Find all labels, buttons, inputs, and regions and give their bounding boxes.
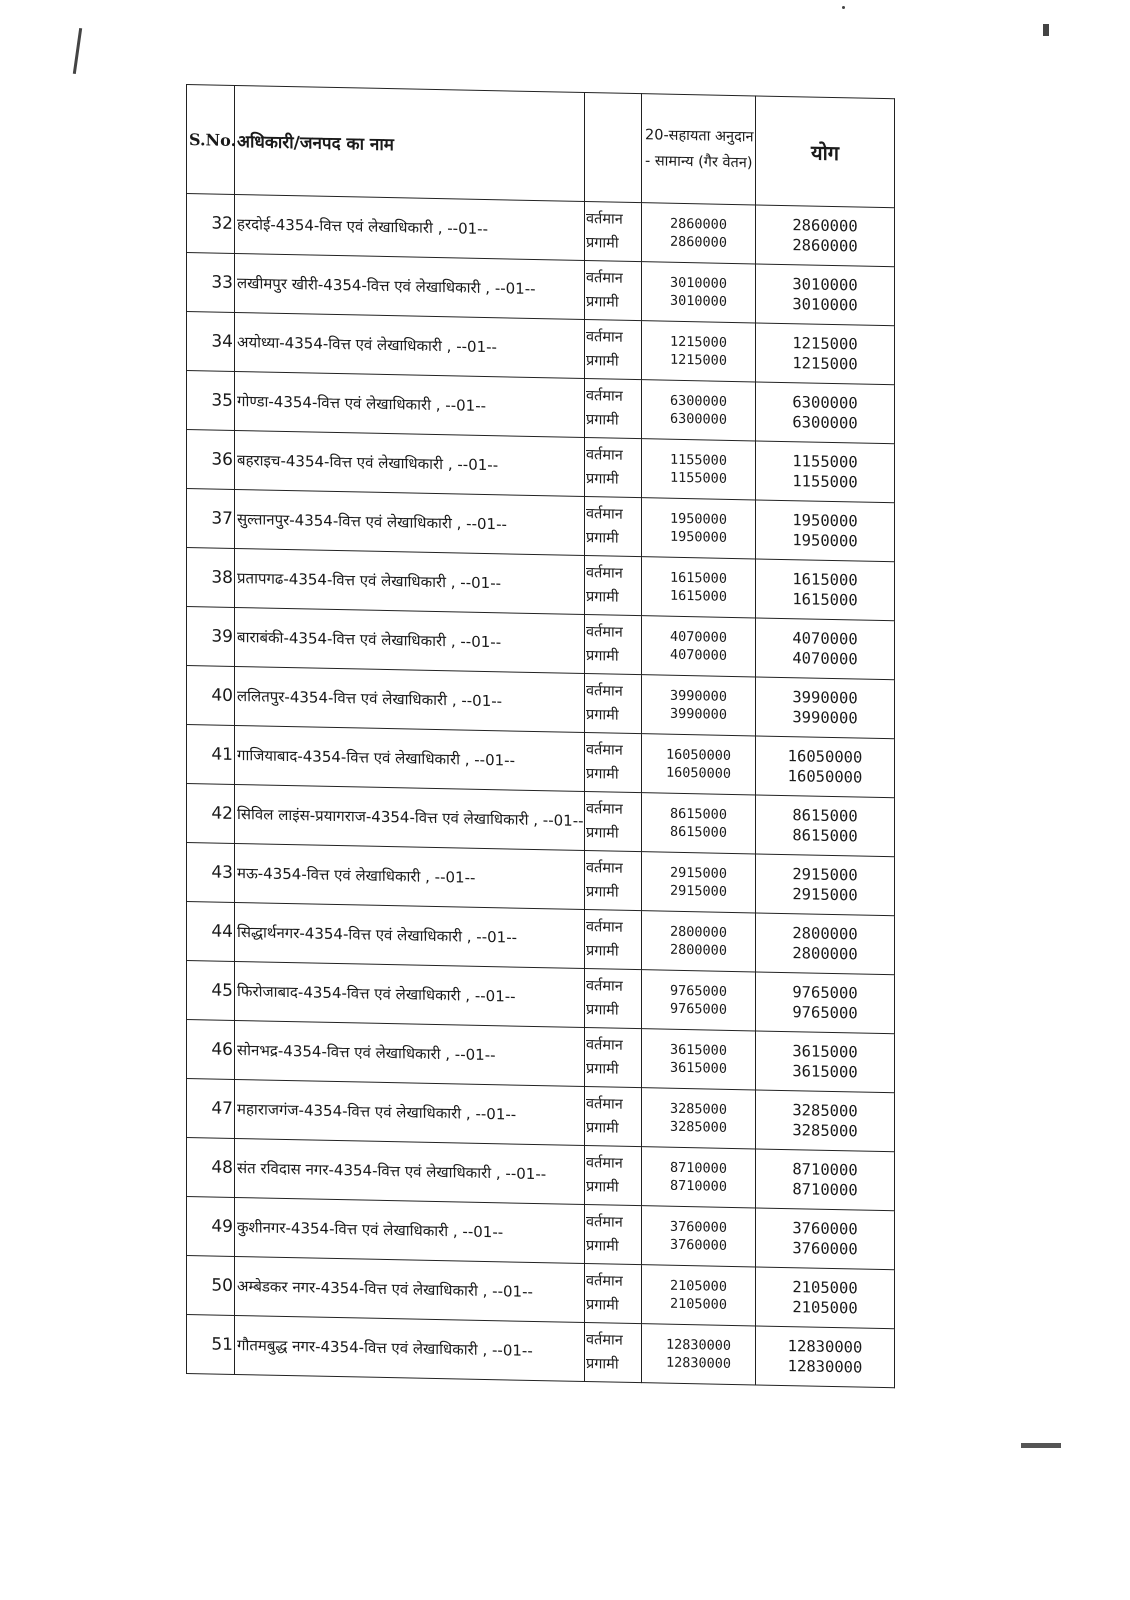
row-total: [756, 913, 895, 975]
total-progressive: 2860000: [792, 236, 858, 256]
total-current: 1215000: [792, 334, 858, 354]
total-progressive: 2915000: [792, 885, 858, 905]
type-progressive: प्रगामी: [586, 235, 619, 252]
total-current: 9765000: [792, 983, 858, 1003]
total-current: 2105000: [792, 1278, 858, 1298]
amount-current: 1215000: [670, 333, 727, 351]
total-progressive: 1950000: [792, 531, 858, 551]
row-name: प्रतापगढ-4354-वित्त एवं लेखाधिकारी , --01--: [235, 548, 585, 614]
type-current: वर्तमान: [586, 1037, 623, 1054]
row-sno: 47: [187, 1079, 235, 1139]
row-amount: [642, 1265, 756, 1326]
amount-current: 6300000: [670, 392, 727, 410]
row-name: लखीमपुर खीरी-4354-वित्त एवं लेखाधिकारी , --01--: [235, 253, 585, 319]
row-sno: 38: [187, 548, 235, 608]
type-current: वर्तमान: [586, 801, 623, 818]
row-total: [756, 441, 895, 503]
row-name: गोण्डा-4354-वित्त एवं लेखाधिकारी , --01--: [235, 371, 585, 437]
header-name: अधिकारी/जनपद का नाम: [235, 85, 585, 201]
row-sno: 44: [187, 902, 235, 962]
row-sno: 41: [187, 725, 235, 785]
row-name: सिविल लाइंस-प्रयागराज-4354-वित्त एवं लेखाधिकारी , --01--: [235, 784, 585, 850]
amount-progressive: 3010000: [670, 292, 727, 310]
row-total: [756, 795, 895, 857]
table-header-row: [187, 85, 895, 208]
total-progressive: 3990000: [792, 708, 858, 728]
amount-current: 3615000: [670, 1041, 727, 1059]
amount-current: 3010000: [670, 274, 727, 292]
type-current: वर्तमान: [586, 329, 623, 346]
row-name: मऊ-4354-वित्त एवं लेखाधिकारी , --01--: [235, 843, 585, 909]
total-current: 8710000: [792, 1160, 858, 1180]
row-type: [585, 909, 642, 969]
row-amount: [642, 852, 756, 913]
type-progressive: प्रगामी: [586, 943, 619, 960]
type-progressive: प्रगामी: [586, 707, 619, 724]
amount-progressive: 2860000: [670, 233, 727, 251]
row-type: [585, 673, 642, 733]
total-progressive: 12830000: [787, 1357, 863, 1377]
row-type: [585, 614, 642, 674]
row-sno: 43: [187, 843, 235, 903]
row-total: [756, 854, 895, 916]
row-total: [756, 382, 895, 444]
amount-progressive: 2915000: [670, 882, 727, 900]
row-sno: 48: [187, 1138, 235, 1198]
header-amount: 20-सहायता अनुदान - सामान्य (गैर वेतन): [642, 94, 756, 205]
row-total: [756, 559, 895, 621]
amount-progressive: 1615000: [670, 587, 727, 605]
type-current: वर्तमान: [586, 565, 623, 582]
total-progressive: 1215000: [792, 354, 858, 374]
row-sno: 50: [187, 1256, 235, 1316]
type-progressive: प्रगामी: [586, 825, 619, 842]
row-type: [585, 1086, 642, 1146]
type-current: वर्तमान: [586, 683, 623, 700]
amount-current: 4070000: [670, 628, 727, 646]
row-name: संत रविदास नगर-4354-वित्त एवं लेखाधिकारी , --01--: [235, 1138, 585, 1204]
amount-current: 1950000: [670, 510, 727, 528]
total-current: 1155000: [792, 452, 858, 472]
amount-current: 2800000: [670, 923, 727, 941]
type-progressive: प्रगामी: [586, 766, 619, 783]
amount-current: 12830000: [665, 1336, 732, 1354]
row-type: [585, 850, 642, 910]
row-type: [585, 1027, 642, 1087]
row-total: [756, 1031, 895, 1093]
amount-progressive: 16050000: [665, 764, 732, 782]
row-type: [585, 1263, 642, 1323]
amount-progressive: 9765000: [670, 1000, 727, 1018]
row-type: [585, 319, 642, 379]
row-total: [756, 677, 895, 739]
total-current: 6300000: [792, 393, 858, 413]
row-amount: [642, 1147, 756, 1208]
amount-progressive: 3615000: [670, 1059, 727, 1077]
type-current: वर्तमान: [586, 624, 623, 641]
row-amount: [642, 734, 756, 795]
amount-progressive: 1155000: [670, 469, 727, 487]
type-current: वर्तमान: [586, 1332, 623, 1349]
row-type: [585, 1204, 642, 1264]
amount-current: 3760000: [670, 1218, 727, 1236]
row-type: [585, 968, 642, 1028]
row-name: महाराजगंज-4354-वित्त एवं लेखाधिकारी , --01--: [235, 1079, 585, 1145]
total-current: 3285000: [792, 1101, 858, 1121]
row-name: अम्बेडकर नगर-4354-वित्त एवं लेखाधिकारी , --01--: [235, 1256, 585, 1322]
row-type: [585, 1322, 642, 1382]
row-amount: [642, 380, 756, 441]
total-current: 3990000: [792, 688, 858, 708]
row-name: बाराबंकी-4354-वित्त एवं लेखाधिकारी , --01--: [235, 607, 585, 673]
row-total: [756, 736, 895, 798]
amount-progressive: 3285000: [670, 1118, 727, 1136]
row-amount: [642, 321, 756, 382]
type-current: वर्तमान: [586, 1155, 623, 1172]
type-progressive: प्रगामी: [586, 648, 619, 665]
type-current: वर्तमान: [586, 978, 623, 995]
scan-dot-top: [842, 6, 845, 9]
row-sno: 49: [187, 1197, 235, 1257]
row-amount: [642, 1029, 756, 1090]
total-progressive: 2800000: [792, 944, 858, 964]
row-total: [756, 205, 895, 267]
total-current: 1950000: [792, 511, 858, 531]
total-progressive: 1155000: [792, 472, 858, 492]
header-type: [585, 92, 642, 202]
type-current: वर्तमान: [586, 506, 623, 523]
type-progressive: प्रगामी: [586, 1120, 619, 1137]
type-progressive: प्रगामी: [586, 1002, 619, 1019]
row-name: सुल्तानपुर-4354-वित्त एवं लेखाधिकारी , --01--: [235, 489, 585, 555]
total-progressive: 2105000: [792, 1298, 858, 1318]
row-name: हरदोई-4354-वित्त एवं लेखाधिकारी , --01--: [235, 194, 585, 260]
type-current: वर्तमान: [586, 270, 623, 287]
total-progressive: 1615000: [792, 590, 858, 610]
row-name: गाजियाबाद-4354-वित्त एवं लेखाधिकारी , --01--: [235, 725, 585, 791]
total-progressive: 3760000: [792, 1239, 858, 1259]
total-current: 2860000: [792, 216, 858, 236]
amount-current: 16050000: [665, 746, 732, 764]
total-progressive: 3615000: [792, 1062, 858, 1082]
type-progressive: प्रगामी: [586, 1061, 619, 1078]
row-type: [585, 732, 642, 792]
row-total: [756, 1326, 895, 1388]
total-current: 2800000: [792, 924, 858, 944]
total-progressive: 3010000: [792, 295, 858, 315]
amount-current: 9765000: [670, 982, 727, 1000]
type-current: वर्तमान: [586, 388, 623, 405]
amount-progressive: 1950000: [670, 528, 727, 546]
scan-mark-bottom-right: [1021, 1443, 1061, 1448]
row-sno: 35: [187, 371, 235, 431]
row-amount: [642, 1206, 756, 1267]
row-total: [756, 972, 895, 1034]
amount-current: 1615000: [670, 569, 727, 587]
total-progressive: 4070000: [792, 649, 858, 669]
row-sno: 42: [187, 784, 235, 844]
row-sno: 45: [187, 961, 235, 1021]
amount-progressive: 6300000: [670, 410, 727, 428]
row-amount: [642, 498, 756, 559]
row-total: [756, 500, 895, 562]
type-progressive: प्रगामी: [586, 589, 619, 606]
amount-progressive: 8710000: [670, 1177, 727, 1195]
type-progressive: प्रगामी: [586, 471, 619, 488]
amount-progressive: 2105000: [670, 1295, 727, 1313]
amount-progressive: 1215000: [670, 351, 727, 369]
header-total: योग: [756, 96, 895, 208]
total-current: 3760000: [792, 1219, 858, 1239]
type-current: वर्तमान: [586, 211, 623, 228]
total-progressive: 9765000: [792, 1003, 858, 1023]
row-sno: 40: [187, 666, 235, 726]
type-current: वर्तमान: [586, 1096, 623, 1113]
row-total: [756, 264, 895, 326]
row-sno: 33: [187, 253, 235, 313]
amount-progressive: 3990000: [670, 705, 727, 723]
row-total: [756, 1208, 895, 1270]
row-amount: [642, 262, 756, 323]
row-sno: 39: [187, 607, 235, 667]
row-total: [756, 1267, 895, 1329]
total-progressive: 8615000: [792, 826, 858, 846]
row-amount: [642, 793, 756, 854]
amount-current: 2915000: [670, 864, 727, 882]
amount-progressive: 2800000: [670, 941, 727, 959]
amount-current: 8615000: [670, 805, 727, 823]
type-progressive: प्रगामी: [586, 884, 619, 901]
row-total: [756, 1090, 895, 1152]
amount-progressive: 4070000: [670, 646, 727, 664]
type-progressive: प्रगामी: [586, 530, 619, 547]
allocation-table: [186, 84, 895, 1388]
amount-progressive: 8615000: [670, 823, 727, 841]
total-current: 1615000: [792, 570, 858, 590]
row-sno: 37: [187, 489, 235, 549]
type-progressive: प्रगामी: [586, 1238, 619, 1255]
row-type: [585, 1145, 642, 1205]
row-name: ललितपुर-4354-वित्त एवं लेखाधिकारी , --01--: [235, 666, 585, 732]
type-current: वर्तमान: [586, 742, 623, 759]
type-progressive: प्रगामी: [586, 1356, 619, 1373]
row-total: [756, 618, 895, 680]
amount-current: 3285000: [670, 1100, 727, 1118]
row-type: [585, 201, 642, 261]
type-progressive: प्रगामी: [586, 294, 619, 311]
row-type: [585, 496, 642, 556]
amount-current: 2105000: [670, 1277, 727, 1295]
amount-current: 8710000: [670, 1159, 727, 1177]
row-sno: 36: [187, 430, 235, 490]
row-amount: [642, 439, 756, 500]
row-sno: 32: [187, 194, 235, 254]
row-name: सोनभद्र-4354-वित्त एवं लेखाधिकारी , --01--: [235, 1020, 585, 1086]
row-name: कुशीनगर-4354-वित्त एवं लेखाधिकारी , --01--: [235, 1197, 585, 1263]
row-amount: [642, 557, 756, 618]
type-progressive: प्रगामी: [586, 1297, 619, 1314]
row-type: [585, 791, 642, 851]
row-name: अयोध्या-4354-वित्त एवं लेखाधिकारी , --01--: [235, 312, 585, 378]
row-amount: [642, 1324, 756, 1385]
row-amount: [642, 911, 756, 972]
type-current: वर्तमान: [586, 919, 623, 936]
row-name: सिद्धार्थनगर-4354-वित्त एवं लेखाधिकारी , --01--: [235, 902, 585, 968]
row-amount: [642, 203, 756, 264]
row-amount: [642, 616, 756, 677]
row-amount: [642, 1088, 756, 1149]
amount-progressive: 12830000: [665, 1354, 732, 1372]
type-progressive: प्रगामी: [586, 412, 619, 429]
type-current: वर्तमान: [586, 447, 623, 464]
type-progressive: प्रगामी: [586, 353, 619, 370]
amount-progressive: 3760000: [670, 1236, 727, 1254]
amount-current: 3990000: [670, 687, 727, 705]
total-current: 3615000: [792, 1042, 858, 1062]
row-type: [585, 378, 642, 438]
row-amount: [642, 970, 756, 1031]
total-current: 12830000: [787, 1337, 863, 1357]
total-progressive: 6300000: [792, 413, 858, 433]
row-amount: [642, 675, 756, 736]
amount-current: 2860000: [670, 215, 727, 233]
type-current: वर्तमान: [586, 1214, 623, 1231]
total-current: 8615000: [792, 806, 858, 826]
type-current: वर्तमान: [586, 860, 623, 877]
row-type: [585, 437, 642, 497]
total-current: 3010000: [792, 275, 858, 295]
row-type: [585, 555, 642, 615]
scan-mark-top-right: [1043, 24, 1049, 36]
row-sno: 46: [187, 1020, 235, 1080]
row-total: [756, 1149, 895, 1211]
total-progressive: 8710000: [792, 1180, 858, 1200]
row-name: गौतमबुद्ध नगर-4354-वित्त एवं लेखाधिकारी , --01--: [235, 1315, 585, 1381]
type-progressive: प्रगामी: [586, 1179, 619, 1196]
row-total: [756, 323, 895, 385]
row-type: [585, 260, 642, 320]
header-sno: S.No.: [187, 85, 235, 195]
type-current: वर्तमान: [586, 1273, 623, 1290]
scan-mark-left: [73, 28, 82, 74]
amount-current: 1155000: [670, 451, 727, 469]
total-progressive: 16050000: [787, 767, 863, 787]
total-current: 16050000: [787, 747, 863, 767]
total-current: 2915000: [792, 865, 858, 885]
row-sno: 51: [187, 1315, 235, 1375]
row-name: फिरोजाबाद-4354-वित्त एवं लेखाधिकारी , --01--: [235, 961, 585, 1027]
total-progressive: 3285000: [792, 1121, 858, 1141]
total-current: 4070000: [792, 629, 858, 649]
row-sno: 34: [187, 312, 235, 372]
row-name: बहराइच-4354-वित्त एवं लेखाधिकारी , --01--: [235, 430, 585, 496]
